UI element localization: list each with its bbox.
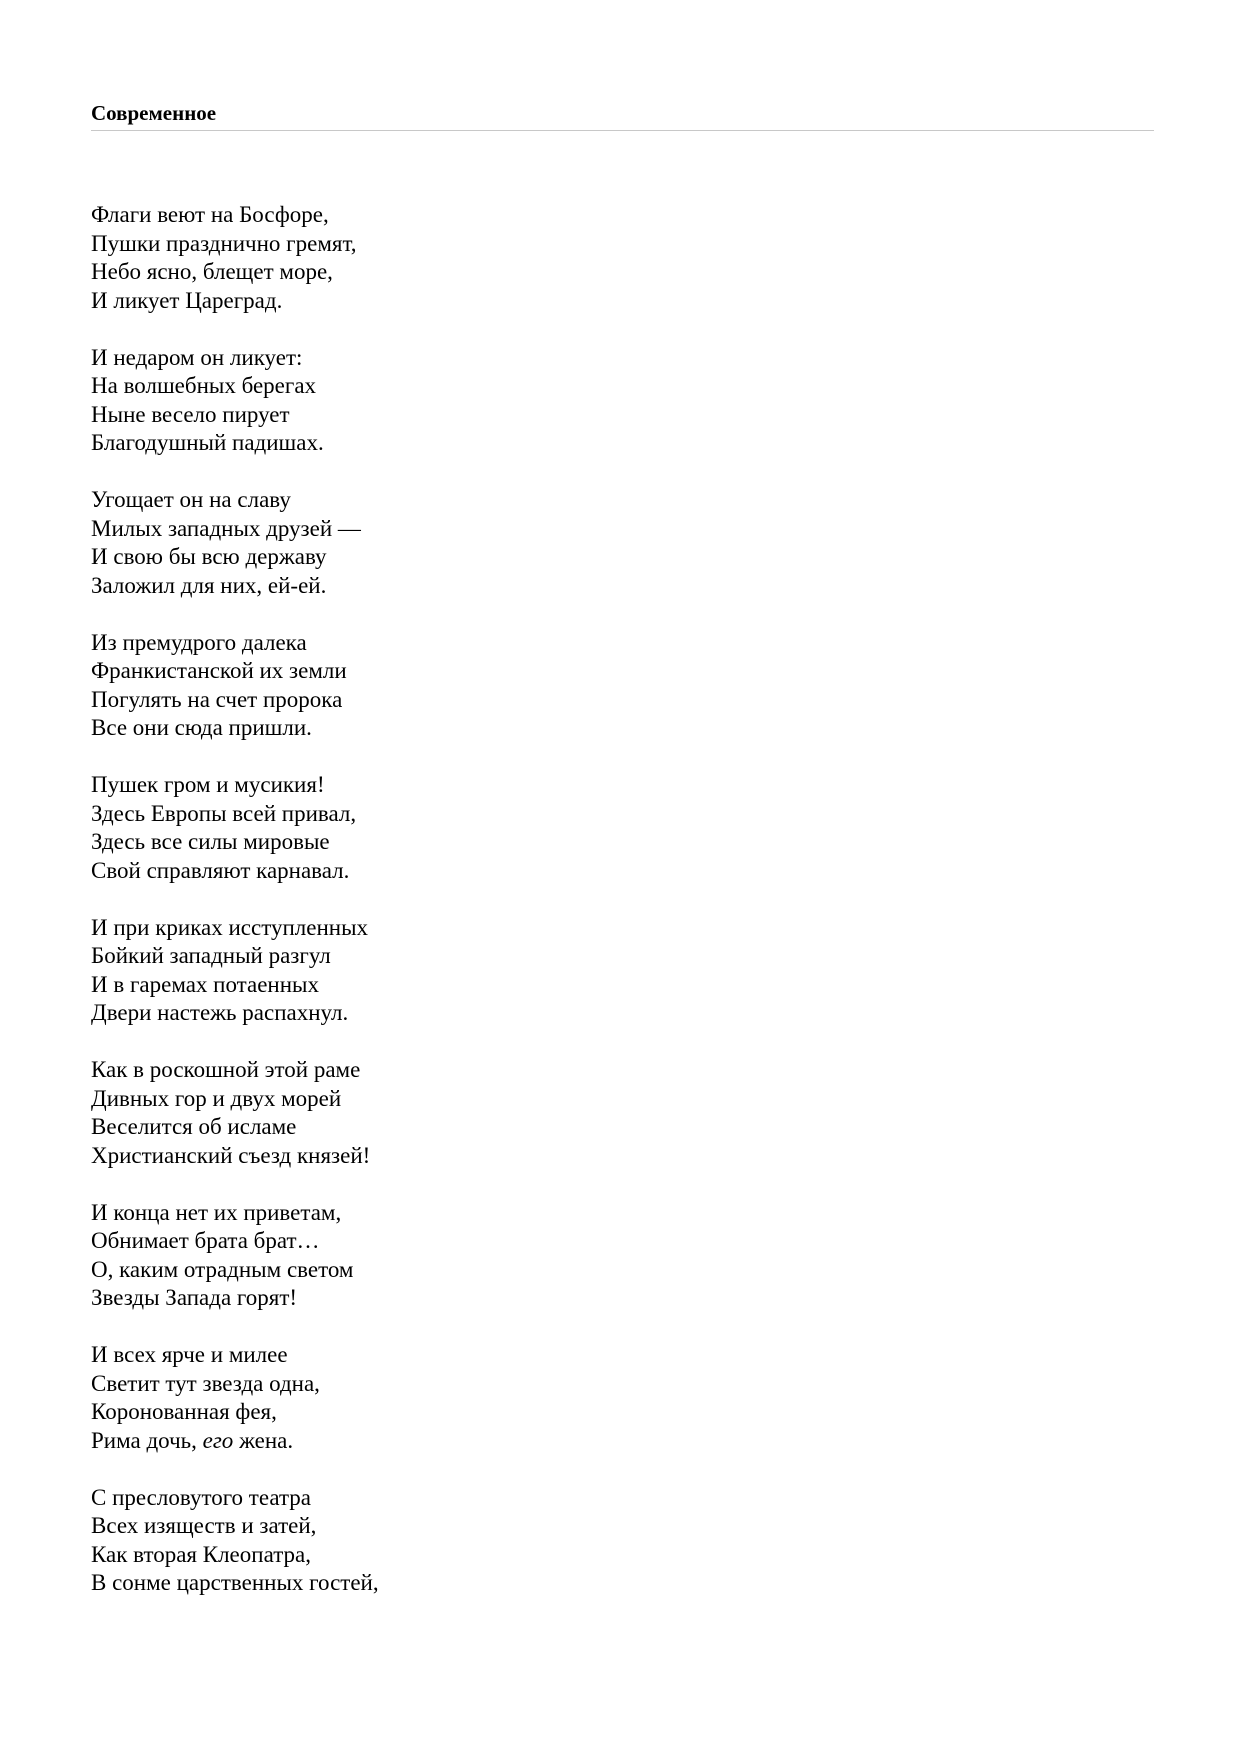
page-title: Современное: [91, 101, 217, 125]
poem-line: И при криках исступленных: [91, 914, 369, 940]
page-header: [91, 100, 1154, 131]
poem-line: Двери настежь распахнул.: [91, 1000, 349, 1025]
poem-stanza: [91, 486, 891, 600]
poem-line: Звезды Запада горят!: [91, 1285, 298, 1310]
poem-line: Флаги веют на Босфоре,: [91, 202, 329, 227]
poem-stanza: [91, 1341, 891, 1455]
poem-line: Небо ясно, блещет море,: [91, 259, 333, 284]
header-divider: [91, 130, 1154, 131]
poem-line: И конца нет их приветам,: [91, 1199, 342, 1225]
poem-line: И в гаремах потаенных: [91, 971, 320, 997]
poem-stanza: [91, 201, 891, 315]
poem-body: [91, 201, 891, 1626]
poem-line: Бойкий западный разгул: [91, 943, 331, 968]
poem-line: Все они сюда пришли.: [91, 715, 312, 740]
poem-line: [91, 1427, 891, 1456]
poem-stanza: [91, 771, 891, 885]
poem-line: Коронованная фея,: [91, 1399, 277, 1424]
poem-line: Пушек гром и мусикия!: [91, 772, 325, 797]
poem-line: Всех изяществ и затей,: [91, 1513, 317, 1538]
poem-line: Светит тут звезда одна,: [91, 1370, 320, 1396]
poem-line: Здесь Европы всей привал,: [91, 800, 357, 826]
poem-stanza: [91, 1056, 891, 1170]
poem-line-text: жена.: [233, 1427, 294, 1453]
poem-line: Угощает он на славу: [91, 487, 291, 512]
poem-line: Благодушный падишах.: [91, 430, 324, 455]
poem-line: Как вторая Клеопатра,: [91, 1541, 311, 1567]
poem-line: Заложил для них, ей-ей.: [91, 572, 327, 598]
poem-stanza: [91, 344, 891, 458]
poem-stanza: [91, 914, 891, 1028]
poem-line: Обнимает брата брат…: [91, 1228, 320, 1253]
poem-line: Здесь все силы мировые: [91, 829, 330, 854]
poem-stanza: [91, 1199, 891, 1313]
poem-line: Как в роскошной этой раме: [91, 1057, 361, 1082]
poem-line: С пресловутого театра: [91, 1484, 311, 1510]
poem-line: И недаром он ликует:: [91, 344, 303, 370]
poem-line: Дивных гор и двух морей: [91, 1085, 342, 1111]
poem-line: И ликует Цареград.: [91, 287, 283, 313]
poem-line: Пушки празднично гремят,: [91, 230, 357, 256]
poem-line: И свою бы всю державу: [91, 544, 327, 569]
poem-line: Свой справляют карнавал.: [91, 857, 350, 883]
poem-line: Ныне весело пирует: [91, 401, 290, 427]
poem-line: Христианский съезд князей!: [91, 1142, 371, 1168]
poem-line: Погулять на счет пророка: [91, 686, 343, 712]
poem-stanza: [91, 1484, 891, 1598]
poem-stanza: [91, 629, 891, 743]
poem-line: Веселится об исламе: [91, 1114, 297, 1139]
poem-line: Из премудрого далека: [91, 629, 307, 655]
poem-line: Милых западных друзей —: [91, 515, 361, 541]
poem-line-emphasis: его: [202, 1427, 234, 1453]
poem-line: Франкистанской их земли: [91, 658, 347, 683]
poem-line: И всех ярче и милее: [91, 1342, 288, 1367]
poem-line-text: Рима дочь,: [91, 1427, 203, 1453]
poem-line: На волшебных берегах: [91, 373, 317, 398]
poem-line: В сонме царственных гостей,: [91, 1570, 379, 1595]
poem-line: О, каким отрадным светом: [91, 1256, 354, 1282]
